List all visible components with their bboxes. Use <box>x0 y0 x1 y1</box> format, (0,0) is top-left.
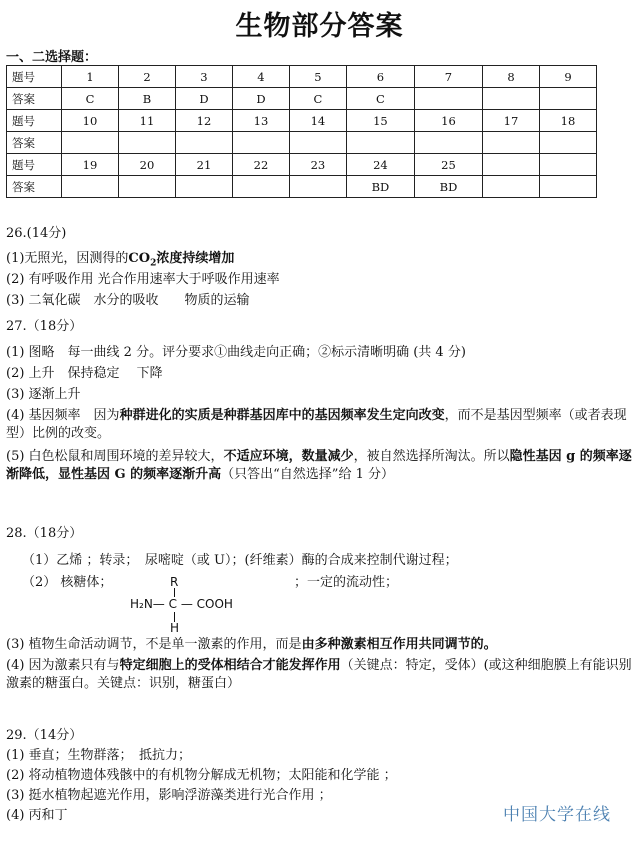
table-cell: D <box>232 88 289 110</box>
q27-line1: (1) 图略 每一曲线 2 分。评分要求①曲线走向正确；②标示清晰明确 (共 4 分) <box>6 345 466 360</box>
row-label: 答案 <box>7 88 62 110</box>
table-cell: C <box>346 88 414 110</box>
table-cell: 7 <box>414 66 482 88</box>
table-cell: B <box>118 88 175 110</box>
table-cell: C <box>289 88 346 110</box>
q26-line2: (2) 有呼吸作用 光合作用速率大于呼吸作用速率 <box>6 272 280 287</box>
q27-line4: (4) 基因频率 因为种群进化的实质是种群基因库中的基因频率发生定向改变，而不是基因型频率（或者表现型）比例的改变。 <box>6 408 627 441</box>
table-cell <box>539 176 596 198</box>
table-row <box>7 88 597 110</box>
table-cell: 16 <box>414 110 482 132</box>
table-cell: 14 <box>289 110 346 132</box>
table-cell <box>62 132 119 154</box>
section-heading: 一、二选择题： <box>6 50 98 65</box>
table-cell <box>62 176 119 198</box>
table-cell <box>118 132 175 154</box>
q29-line1: (1) 垂直；生物群落； 抵抗力； <box>6 748 192 763</box>
table-cell: 3 <box>175 66 232 88</box>
table-cell <box>482 176 539 198</box>
row-label: 答案 <box>7 132 62 154</box>
table-cell <box>289 176 346 198</box>
table-cell: 15 <box>346 110 414 132</box>
q27-heading: 27.（18分） <box>6 319 83 334</box>
table-cell <box>232 132 289 154</box>
answer-table <box>6 65 597 198</box>
q29-heading: 29.（14分） <box>6 728 83 743</box>
table-cell: 22 <box>232 154 289 176</box>
table-cell: 4 <box>232 66 289 88</box>
table-cell <box>118 176 175 198</box>
table-row <box>7 110 597 132</box>
row-label: 题号 <box>7 66 62 88</box>
q26-line3: (3) 二氧化碳 水分的吸收 物质的运输 <box>6 293 250 308</box>
table-cell <box>414 132 482 154</box>
q27-line3: (3) 逐渐上升 <box>6 387 81 402</box>
amino-acid-main: H₂N— C — COOH <box>130 597 233 611</box>
table-row <box>7 154 597 176</box>
q28-line1: （1）乙烯 ；转录； 尿嘧啶（或 U）；(纤维素）酶的合成来控制代谢过程； <box>22 553 458 568</box>
table-cell: 17 <box>482 110 539 132</box>
table-cell <box>175 176 232 198</box>
table-cell: 1 <box>62 66 119 88</box>
table-cell <box>482 88 539 110</box>
table-cell <box>539 88 596 110</box>
table-cell: 23 <box>289 154 346 176</box>
table-cell <box>414 88 482 110</box>
table-row <box>7 176 597 198</box>
q26-line1 <box>6 250 234 273</box>
table-cell: 12 <box>175 110 232 132</box>
amino-acid-r: R <box>170 575 179 589</box>
q26-line1-a: (1)无照光，因测得的 <box>6 251 129 266</box>
amino-acid-h: H <box>170 621 180 635</box>
table-cell <box>289 132 346 154</box>
table-cell: C <box>62 88 119 110</box>
table-cell: 24 <box>346 154 414 176</box>
q29-line2: (2) 将动植物遗体残骸中的有机物分解成无机物；太阳能和化学能 ； <box>6 768 397 783</box>
table-cell: 11 <box>118 110 175 132</box>
table-cell: 2 <box>118 66 175 88</box>
row-label: 题号 <box>7 154 62 176</box>
q26-line1-co: $CO_2$浓度持续增加 <box>128 251 235 269</box>
table-cell <box>482 132 539 154</box>
q28-heading: 28.（18分） <box>6 526 83 541</box>
table-cell: 10 <box>62 110 119 132</box>
watermark-logo: 中国大学在线 <box>503 805 611 825</box>
page-title: 生物部分答案 <box>235 11 404 42</box>
q28-line2-a: （2） 核糖体； <box>22 575 113 590</box>
table-cell: 25 <box>414 154 482 176</box>
table-cell: BD <box>414 176 482 198</box>
q27-line5: (5) 白色松鼠和周围环境的差异较大，不适应环境，数量减少，被自然选择所淘汰。所以隐性基因 g 的频率逐渐降低，显性基因 G 的频率逐渐升高（只答出“自然选择”给 1 分） <box>6 449 632 482</box>
row-label: 题号 <box>7 110 62 132</box>
table-cell <box>346 132 414 154</box>
table-cell: 19 <box>62 154 119 176</box>
table-cell: 20 <box>118 154 175 176</box>
q29-line4: (4) 丙和丁 <box>6 808 68 823</box>
table-cell <box>539 132 596 154</box>
table-cell: 18 <box>539 110 596 132</box>
table-cell <box>232 176 289 198</box>
table-cell <box>175 132 232 154</box>
q27-line2: (2) 上升 保持稳定 下降 <box>6 366 163 381</box>
table-cell: 5 <box>289 66 346 88</box>
q28-line2-b: ；一定的流动性； <box>294 575 399 590</box>
q29-line3: (3) 挺水植物起遮光作用，影响浮游藻类进行光合作用 ； <box>6 788 332 803</box>
table-cell: BD <box>346 176 414 198</box>
row-label: 答案 <box>7 176 62 198</box>
table-cell <box>539 154 596 176</box>
table-cell <box>482 154 539 176</box>
table-row <box>7 66 597 88</box>
table-cell: 6 <box>346 66 414 88</box>
q26-heading: 26.(14分) <box>6 226 67 241</box>
table-cell: 21 <box>175 154 232 176</box>
table-cell: D <box>175 88 232 110</box>
table-cell: 13 <box>232 110 289 132</box>
table-row <box>7 132 597 154</box>
table-cell: 9 <box>539 66 596 88</box>
q28-line4: (4) 因为激素只有与特定细胞上的受体相结合才能发挥作用（关键点：特定，受体）(或这种细胞膜上有能识别激素的糖蛋白。关键点：识别，糖蛋白） <box>6 658 632 691</box>
amino-acid-bond-top <box>174 588 176 597</box>
q28-line3: (3) 植物生命活动调节，不是单一激素的作用，而是由多种激素相互作用共同调节的。 <box>6 637 497 652</box>
table-cell: 8 <box>482 66 539 88</box>
